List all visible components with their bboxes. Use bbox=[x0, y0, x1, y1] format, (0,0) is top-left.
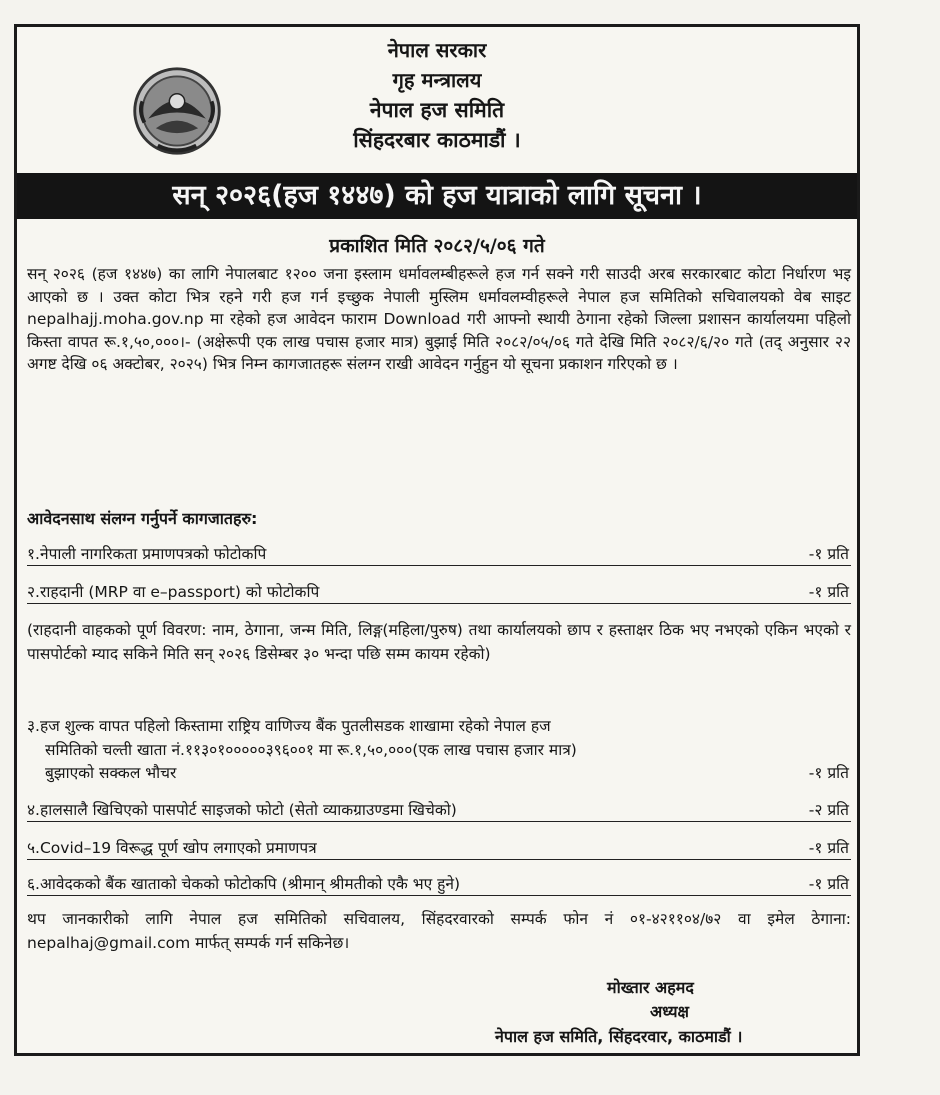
notice-body: सन् २०२६ (हज १४४७) का लागि नेपालबाट १२०० जना इस्लाम धर्मावलम्बीहरूले हज गर्न सक्ने गरी साउदी अरब सरकारबाट कोटा निर्धारण भइ आएको छ । उक्त कोटा भित्र रहने गरी हज गर्न इच्छुक नेपाली मुस्लिम धर्मावलम्वीहरूले नेपाल हज समितिको सचिवालयको वेब साइट nepalhajj.moha.gov.np मा रहेको हज आवेदन फाराम Download गरी आफ्नो स्थायी ठेगाना रहेको जिल्ला प्रशासन कार्यालयमा पहिलो किस्ता वापत रू.१,५०,०००।- (अक्षेरूपी एक लाख पचास हजार मात्र) बुझाई मिति २०८२/०५/०६ गते देखि मिति २०८२/६/२० गते (तद् अनुसार २२ अगष्ट देखि ०६ अक्टोबर, २०२५) भित्र निम्न कागजातहरू संलग्न राखी आवेदन गर्नुहुन यो सूचना प्रकाशन गरिएको छ । bbox=[27, 265, 851, 374]
document-item-copies: -१ प्रति bbox=[808, 583, 849, 601]
document-item-copies: -२ प्रति bbox=[808, 801, 849, 819]
document-item-1 bbox=[27, 543, 851, 566]
signatory-title: अध्यक्ष bbox=[650, 1002, 689, 1021]
document-item-3-line2: समितिको चल्ती खाता नं.११३०१०००००३९६००१ मा रू.१,५०,०००(एक लाख पचास हजार मात्र) bbox=[45, 740, 577, 759]
letterhead bbox=[17, 35, 857, 155]
document-item-label: २.राहदानी (MRP वा e–passport) को फोटोकपि bbox=[27, 583, 320, 601]
document-item-6 bbox=[27, 873, 851, 896]
documents-heading: आवेदनसाथ संलग्न गर्नुपर्ने कागजातहरु: bbox=[27, 509, 258, 528]
document-item-label: १.नेपाली नागरिकता प्रमाणपत्रको फोटोकपि bbox=[27, 545, 267, 563]
publish-date: प्रकाशित मिति २०८२/५/०६ गते bbox=[329, 235, 545, 257]
office-address: सिंहदरबार काठमाडौं । bbox=[353, 128, 521, 152]
document-item-5 bbox=[27, 837, 851, 860]
document-item-label: ४.हालसालै खिचिएको पासपोर्ट साइजको फोटो (सेतो व्याकग्राउण्डमा खिचेको) bbox=[27, 801, 457, 819]
document-item-copies: -१ प्रति bbox=[808, 839, 849, 857]
government-name: नेपाल सरकार bbox=[387, 38, 487, 62]
signatory-name: मोख्तार अहमद bbox=[607, 978, 694, 997]
contact-info: थप जानकारीको लागि नेपाल हज समितिको सचिवालय, सिंहदरवारको सम्पर्क फोन नं ०१-४२११०४/७२ वा इमेल ठेगाना: nepalhaj@gmail.com मार्फत् सम्पर्क गर्न सकिनेछ। bbox=[27, 910, 851, 952]
signatory-organization: नेपाल हज समिति, सिंहदरवार, काठमाडौं । bbox=[495, 1027, 743, 1046]
document-item-4 bbox=[27, 799, 851, 822]
document-item-copies: -१ प्रति bbox=[808, 875, 849, 893]
notice-title-banner: सन् २०२६(हज १४४७) को हज यात्राको लागि सूचना । bbox=[17, 173, 857, 219]
document-item-label: ५.Covid–19 विरूद्ध पूर्ण खोप लगाएको प्रमाणपत्र bbox=[27, 839, 317, 857]
document-item-copies: -१ प्रति bbox=[808, 764, 849, 782]
document-item-copies: -१ प्रति bbox=[808, 545, 849, 563]
document-item-3-line3: बुझाएको सक्कल भौचर bbox=[45, 764, 177, 782]
document-item-3-line1: ३.हज शुल्क वापत पहिलो किस्तामा राष्ट्रिय वाणिज्य बैंक पुतलीसडक शाखामा रहेको नेपाल हज bbox=[27, 717, 551, 735]
notice-frame bbox=[14, 24, 860, 1056]
ministry-name: गृह मन्त्रालय bbox=[392, 68, 482, 92]
passport-note: (राहदानी वाहकको पूर्ण विवरण: नाम, ठेगाना, जन्म मिति, लिङ्ग(महिला/पुरुष) तथा कार्यालयको छाप र हस्ताक्षर ठिक भए नभएको एकिन भएको र पासपोर्टको म्याद सकिने मिति सन् २०२६ डिसेम्बर ३० भन्दा पछि सम्म कायम रहेको) bbox=[27, 621, 851, 663]
document-item-2 bbox=[27, 581, 851, 604]
document-item-3-line3-row bbox=[27, 762, 851, 786]
document-item-3 bbox=[27, 715, 851, 786]
document-item-label: ६.आवेदकको बैंक खाताको चेकको फोटोकपि (श्रीमान् श्रीमतीको एकै भए हुने) bbox=[27, 875, 461, 893]
committee-name: नेपाल हज समिति bbox=[369, 98, 505, 122]
